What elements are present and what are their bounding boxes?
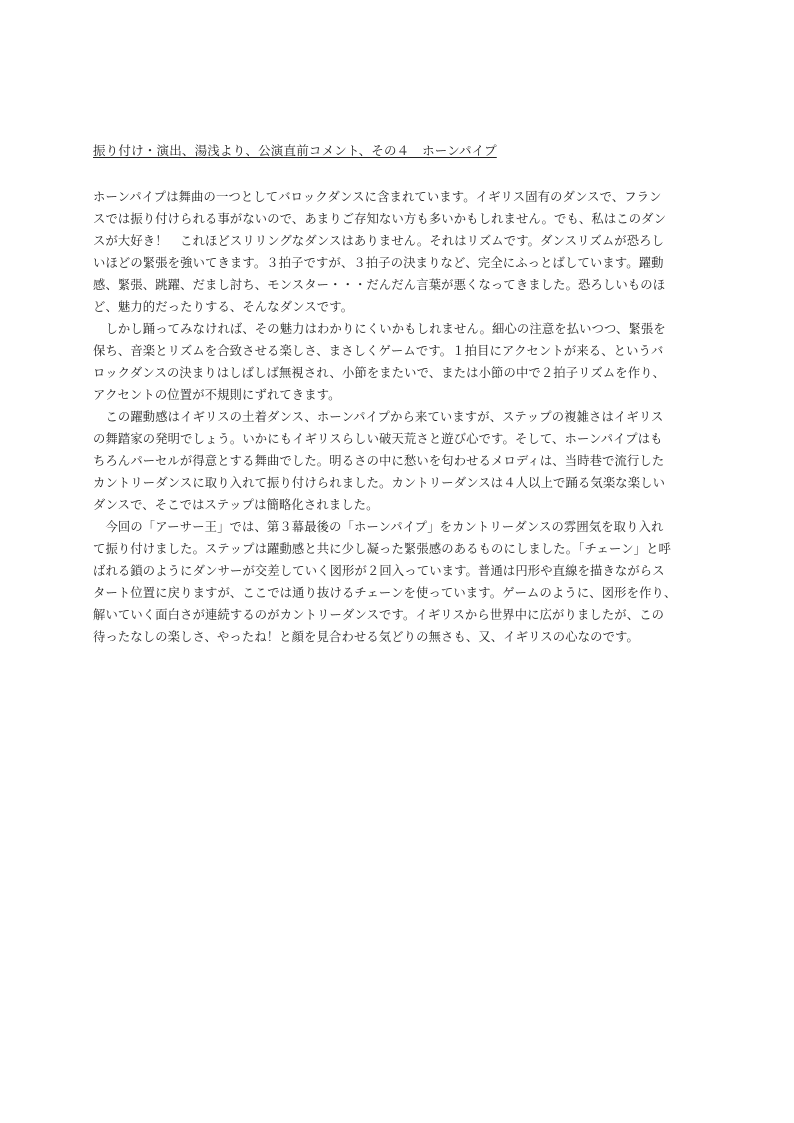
text-line: ど、魅力的だったりする、そんなダンスです。	[93, 300, 354, 314]
page-title: 振り付け・演出、湯浅より、公演直前コメント、その４ ホーンパイプ	[93, 143, 497, 158]
text-line: いほどの緊張を強いてきます。３拍子ですが、３拍子の決まりなど、完全にふっとばしています。躍動	[93, 256, 664, 270]
text-line: この躍動感はイギリスの土着ダンス、ホーンパイプから来ていますが、ステップの複雑さはイギリス	[93, 410, 664, 424]
text-line: ちろんパーセルが得意とする舞曲でした。明るさの中に愁いを匂わせるメロディは、当時巷で流行した	[93, 454, 665, 468]
text-line: ロックダンスの決まりはしばしば無視され、小節をまたいで、または小節の中で２拍子リズムを作り、	[93, 366, 666, 380]
text-line: タート位置に戻りますが、ここでは通り抜けるチェーンを使っています。ゲームのように、図形を作り、	[93, 586, 677, 600]
text-line: 今回の「アーサー王」では、第３幕最後の「ホーンパイプ」をカントリーダンスの雰囲気を取り入れ	[93, 520, 664, 534]
text-line: しかし踊ってみなければ、その魅力はわかりにくいかもしれません。細心の注意を払いつつ、緊張を	[93, 322, 666, 336]
text-line: ダンスで、そこではステップは簡略化されました。	[93, 498, 379, 512]
text-line: スが大好き！ これほどスリリングなダンスはありません。それはリズムです。ダンスリズムが恐ろし	[93, 234, 665, 248]
text-line: スでは振り付けられる事がないので、あまりご存知ない方も多いかもしれません。でも、私はこのダン	[93, 212, 667, 226]
text-line: 感、緊張、跳躍、だまし討ち、モンスター・・・だんだん言葉が悪くなってきました。恐ろしいものほ	[93, 278, 666, 292]
text-line: 保ち、音楽とリズムを合致させる楽しさ、まさしくゲームです。１拍目にアクセントが来る、というバ	[93, 344, 664, 358]
text-line: 解いていく面白さが連続するのがカントリーダンスです。イギリスから世界中に広がりましたが、この	[93, 608, 665, 622]
text-line: ホーンパイプは舞曲の一つとしてバロックダンスに含まれています。イギリス固有のダンスで、フラン	[93, 190, 662, 204]
text-line: て振り付けました。ステップは躍動感と共に少し凝った緊張感のあるものにしました。「チェーン」と呼	[93, 542, 671, 556]
text-line: カントリーダンスに取り入れて振り付けられました。カントリーダンスは４人以上で踊る気楽な楽しい	[93, 476, 666, 490]
text-line: の舞踏家の発明でしょう。いかにもイギリスらしい破天荒さと遊び心です。そして、ホーンパイプはも	[93, 432, 663, 446]
text-line: 待ったなしの楽しさ、やったね！と顔を見合わせる気どりの無さも、又、イギリスの心なのです。	[93, 630, 639, 644]
text-line: ばれる鎖のようにダンサーが交差していく図形が２回入っています。普通は円形や直線を描きながらス	[93, 564, 665, 578]
text-line: アクセントの位置が不規則にずれてきます。	[93, 388, 341, 402]
body-text	[93, 186, 703, 648]
